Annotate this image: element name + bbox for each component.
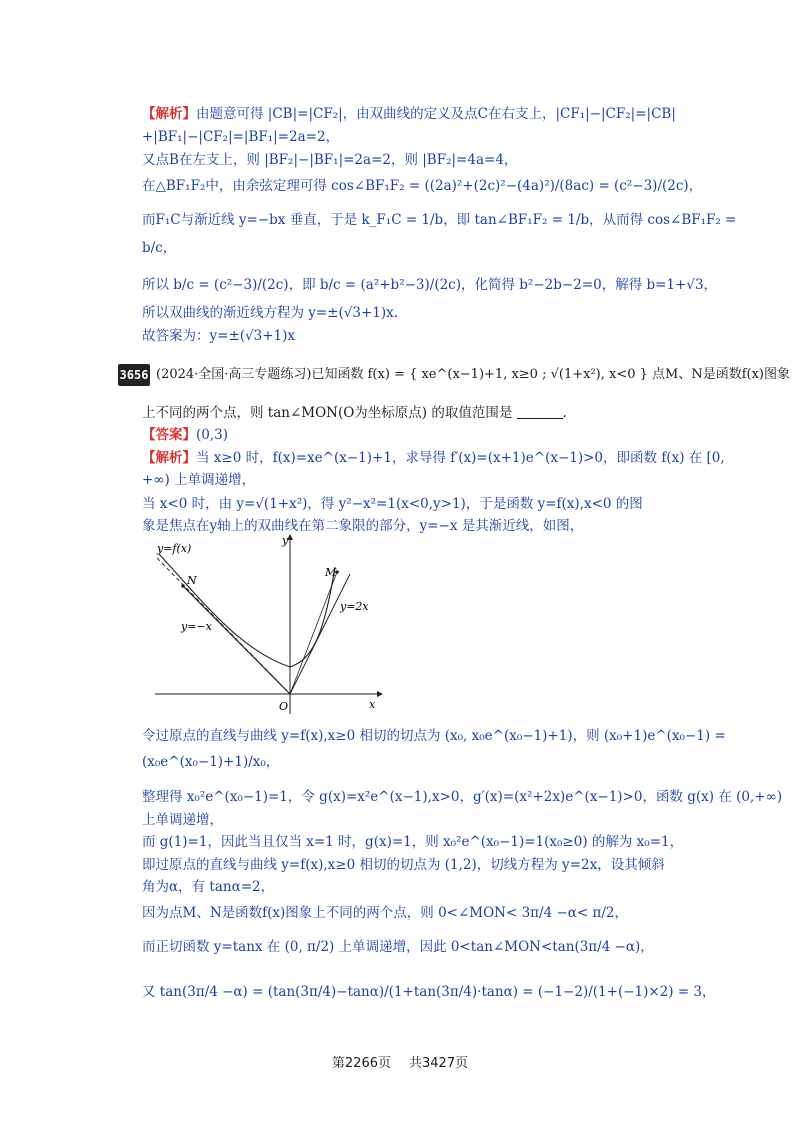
answer-blank: [517, 404, 563, 419]
text-line-7: 所以 b/c = (c²−3)/(2c)，即 b/c = (a²+b²−3)/(2c)，化简得 b²−2b−2=0，解得 b=1+√3，: [142, 277, 718, 293]
analysis-tag: 【解析】: [142, 106, 196, 122]
solution-line-5: 令过原点的直线与曲线 y=f(x),x≥0 相切的切点为 (x₀, x₀e^(x₀−1)+1)，则 (x₀+1)e^(x₀−1) =: [142, 728, 726, 744]
solution-line-13: 而正切函数 y=tanx 在 (0, π/2) 上单调递增，因此 0<tan∠MON<tan(3π/4 −α)，: [142, 939, 654, 955]
solution-line-1: 【解析】当 x≥0 时，f(x)=xe^(x−1)+1，求导得 f′(x)=(x+1)e^(x−1)>0，即函数 f(x) 在 [0,: [142, 450, 725, 466]
asymptote-label: y=−x: [181, 620, 212, 633]
answer-value: (0,3): [196, 427, 229, 443]
text-line-5: 而F₁C与渐近线 y=−bx 垂直，于是 k_F₁C = 1/b，即 tan∠BF₁F₂ = 1/b，从而得 cos∠BF₁F₂ =: [142, 212, 737, 228]
solution-line-14: 又 tan(3π/4 −α) = (tan(3π/4)−tanα)/(1+tan(3π/4)·tanα) = (−1−2)/(1+(−1)×2) = 3，: [142, 984, 716, 1000]
page-number: 第2266页: [331, 1056, 391, 1071]
text-line-1: [142, 104, 676, 124]
question-number-badge: 3656: [118, 364, 150, 386]
text-line-2: +|BF₁|−|CF₂|=|BF₁|=2a=2，: [142, 129, 340, 145]
question-text-1: (2024·全国·高三专题练习)已知函数 f(x) = { xe^(x−1)+1, x≥0 ; √(1+x²), x<0 } 点M、N是函数f(x)图象: [156, 367, 790, 382]
point-m-label: M: [325, 566, 337, 579]
tangent-line: [290, 574, 350, 694]
solution-line-4: 象是焦点在y轴上的双曲线在第二象限的部分，y=−x 是其渐近线，如图，: [142, 518, 584, 534]
solution-line-8: 上单调递增，: [142, 812, 223, 828]
text-line-4: 在△BF₁F₂中，由余弦定理可得 cos∠BF₁F₂ = ((2a)²+(2c)²−(4a)²)/(8ac) = (c²−3)/(2c)，: [142, 178, 703, 194]
curve-label: y=f(x): [157, 542, 192, 555]
solution-line-7: 整理得 x₀²e^(x₀−1)=1，令 g(x)=x²e^(x−1),x>0，g′(x)=(x²+2x)e^(x−1)>0，函数 g(x) 在 (0,+∞): [142, 789, 783, 805]
solution-line-10: 即过原点的直线与曲线 y=f(x),x≥0 相切的切点为 (1,2)，切线方程为 y=2x，设其倾斜: [142, 857, 665, 873]
line-text: 由题意可得 |CB|=|CF₂|，由双曲线的定义及点C在右支上，|CF₁|−|CF₂|=|CB|: [196, 106, 676, 122]
page-footer: [0, 1052, 800, 1071]
text-line-3: 又点B在左支上，则 |BF₂|−|BF₁|=2a=2，则 |BF₂|=4a=4，: [142, 152, 518, 168]
x-axis-arrow-icon: [377, 691, 383, 697]
text-line-6: b/c，: [142, 240, 177, 256]
hyperbola-branch: [159, 554, 290, 667]
page-total: 共3427页: [409, 1056, 469, 1071]
line-on: [183, 586, 290, 694]
solution-tag: 【解析】: [142, 450, 196, 466]
tangent-label: y=2x: [340, 600, 369, 613]
solution-line-11: 角为α，有 tanα=2，: [142, 879, 275, 895]
solution-line-3: 当 x<0 时，由 y=√(1+x²)，得 y²−x²=1(x<0,y>1)，于是函数 y=f(x),x<0 的图: [142, 496, 643, 512]
x-axis-label: x: [369, 698, 376, 711]
y-axis-label: y: [282, 534, 289, 547]
origin-label: O: [279, 700, 289, 713]
answer-tag: 【答案】: [142, 427, 196, 443]
question-text-2: 上不同的两个点，则 tan∠MON(O为坐标原点) 的取值范围是 .: [142, 405, 567, 421]
function-graph: [145, 532, 385, 722]
answer-line: [142, 425, 662, 445]
text-line-8: 所以双曲线的渐近线方程为 y=±(√3+1)x.: [142, 305, 399, 321]
solution-line-9: 而 g(1)=1，因此当且仅当 x=1 时，g(x)=1，则 x₀²e^(x₀−1)=1(x₀≥0) 的解为 x₀=1，: [142, 834, 684, 850]
line-om: [290, 572, 337, 694]
solution-line-6: (x₀e^(x₀−1)+1)/x₀，: [142, 754, 280, 770]
point-n: [181, 584, 185, 588]
solution-line-2: +∞) 上单调递增，: [142, 472, 256, 488]
point-n-label: N: [187, 574, 197, 587]
text-line-9: 故答案为：y=±(√3+1)x: [142, 328, 295, 344]
solution-line-12: 因为点M、N是函数f(x)图象上不同的两个点，则 0<∠MON< 3π/4 −α< π/2，: [142, 905, 629, 921]
